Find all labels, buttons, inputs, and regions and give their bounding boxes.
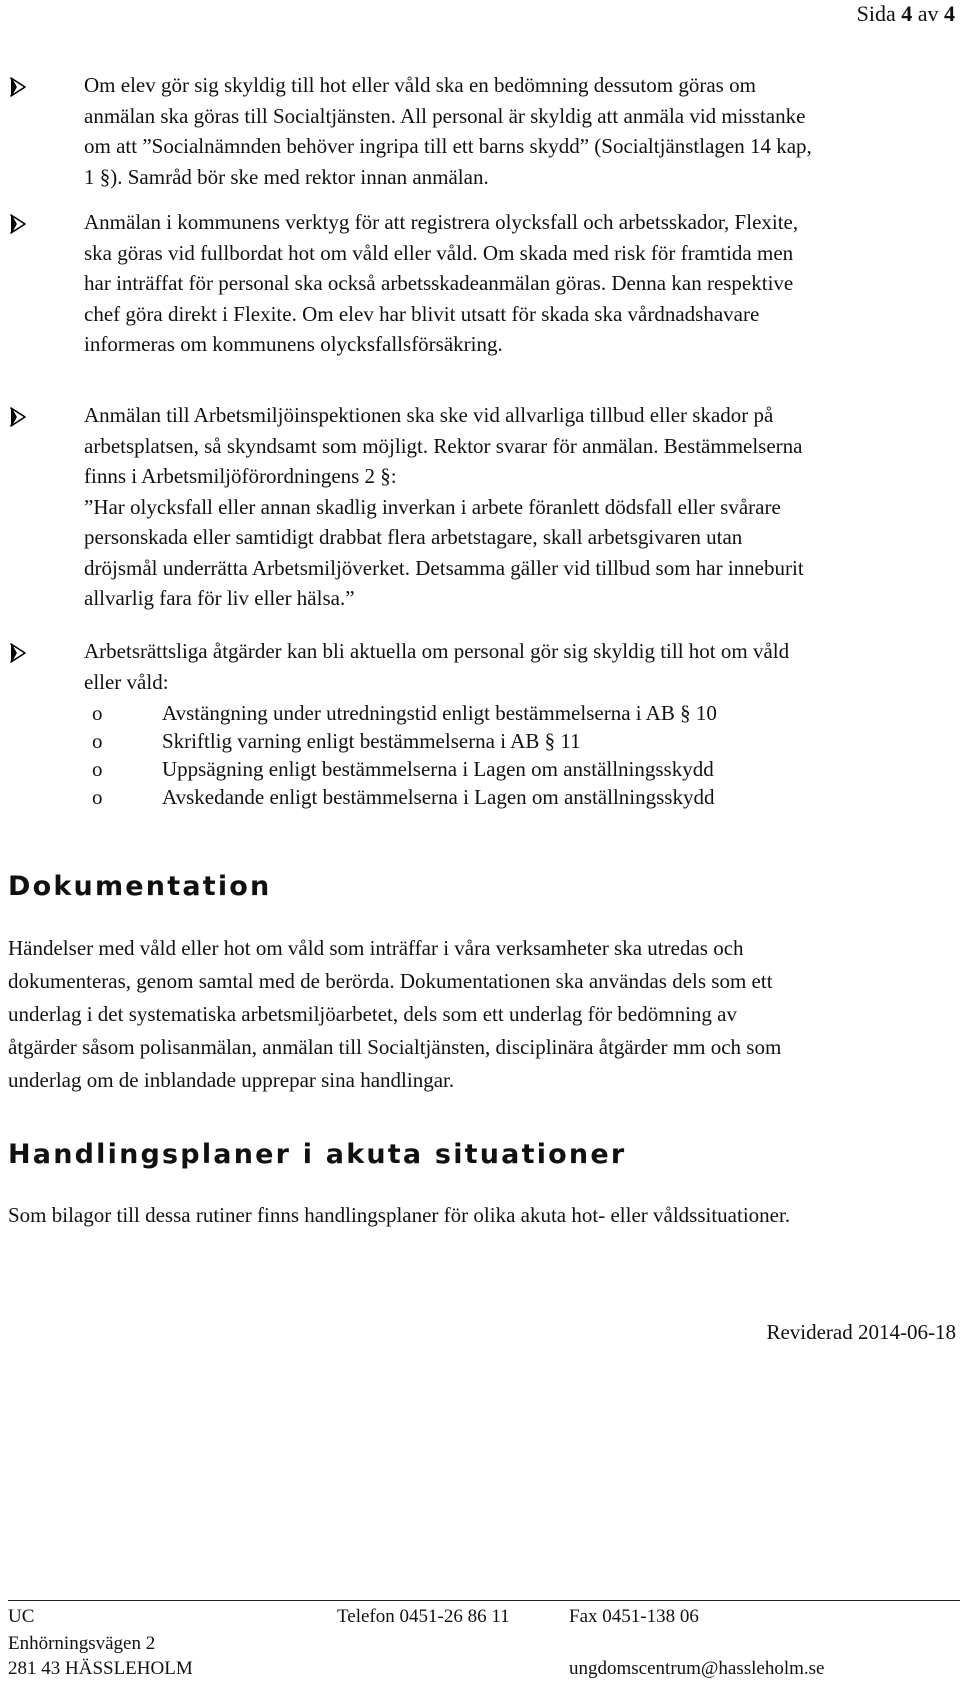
revision-date: Reviderad 2014-06-18	[766, 1320, 956, 1344]
footer-org: UC	[8, 1606, 35, 1627]
arrow-bullet-icon	[8, 212, 28, 236]
footer-email: ungdomscentrum@hassleholm.se	[569, 1658, 825, 1679]
arrow-bullet-icon	[8, 75, 28, 99]
bullet-text: Om elev gör sig skyldig till hot eller våld ska en bedömning dessutom göras om anmälan ska göras till Socialtjänsten. All personal är skyldig att anmäla vid misstanke om att ”Socialnämnden behöver ingripa till ett barns skydd” (Socialtjänstlagen 14 kap, 1 §). Samråd bör ske med rektor innan anmälan.	[84, 73, 812, 189]
sub-list-item: o Skriftlig varning enligt bestämmelserna i AB § 11	[92, 728, 581, 756]
page-number: Sida 4 av 4	[856, 1, 955, 26]
bullet-item	[8, 70, 956, 192]
arrow-bullet-icon	[8, 405, 28, 429]
sub-list-item: o Avskedande enligt bestämmelserna i Lagen om anställningsskydd	[92, 784, 714, 812]
sub-marker: o	[92, 785, 103, 809]
bullet-item	[8, 400, 956, 614]
footer-postal: 281 43 HÄSSLEHOLM	[8, 1658, 193, 1679]
sub-marker: o	[92, 701, 103, 725]
page-current: 4	[901, 1, 913, 26]
arrow-bullet-icon	[8, 641, 28, 665]
section-body-handlingsplaner: Som bilagor till dessa rutiner finns handlingsplaner för olika akuta hot- eller våldssituationer.	[8, 1203, 791, 1227]
section-body-dokumentation: Händelser med våld eller hot om våld som inträffar i våra verksamheter ska utredas och dokumenteras, genom samtal med de berörda. Dokumentationen ska användas dels som ett underlag i det systematiska arbetsmiljöarbetet, dels som ett underlag för bedömning av åtgärder såsom polisanmälan, anmälan till Socialtjänsten, disciplinära åtgärder mm och som underlag om de inblandade upprepar sina handlingar.	[8, 936, 782, 1092]
section-heading-handlingsplaner: Handlingsplaner i akuta situationer	[8, 1139, 627, 1170]
sub-marker: o	[92, 757, 103, 781]
bullet-item	[8, 207, 956, 360]
sub-marker: o	[92, 729, 103, 753]
bullet-text: Anmälan till Arbetsmiljöinspektionen ska ske vid allvarliga tillbud eller skador på arbetsplatsen, så skyndsamt som möjligt. Rektor svarar för anmälan. Bestämmelserna finns i Arbetsmiljöförordningens 2 §: ”Har olycksfall eller annan skadlig inverkan i arbete föranlett dödsfall eller svårare personskada eller samtidigt drabbat flera arbetstagare, skall arbetsgivaren utan dröjsmål underrätta Arbetsmiljöverket. Detsamma gäller vid tillbud som har inneburit allvarlig fara för liv eller hälsa.”	[84, 403, 804, 610]
sub-list-item: o Avstängning under utredningstid enligt bestämmelserna i AB § 10	[92, 700, 717, 728]
bullet-text: Arbetsrättsliga åtgärder kan bli aktuella om personal gör sig skyldig till hot om våld eller våld:	[84, 639, 790, 694]
section-heading-dokumentation: Dokumentation	[8, 871, 272, 902]
sub-list-item: o Uppsägning enligt bestämmelserna i Lagen om anställningsskydd	[92, 756, 714, 784]
bullet-text: Anmälan i kommunens verktyg för att registrera olycksfall och arbetsskador, Flexite, ska göras vid fullbordat hot om våld eller våld. Om skada med risk för framtida men har inträffat för personal ska också arbetsskadeanmälan göras. Denna kan respektive chef göra direkt i Flexite. Om elev har blivit utsatt för skada ska vårdnadshavare informeras om kommunens olycksfallsförsäkring.	[84, 210, 799, 356]
footer-fax: Fax 0451-138 06	[569, 1606, 699, 1627]
footer-street: Enhörningsvägen 2	[8, 1633, 156, 1654]
bullet-item	[8, 636, 956, 697]
footer-phone: Telefon 0451-26 86 11	[337, 1606, 510, 1627]
footer-divider	[8, 1600, 960, 1601]
page-total: 4	[944, 1, 955, 26]
